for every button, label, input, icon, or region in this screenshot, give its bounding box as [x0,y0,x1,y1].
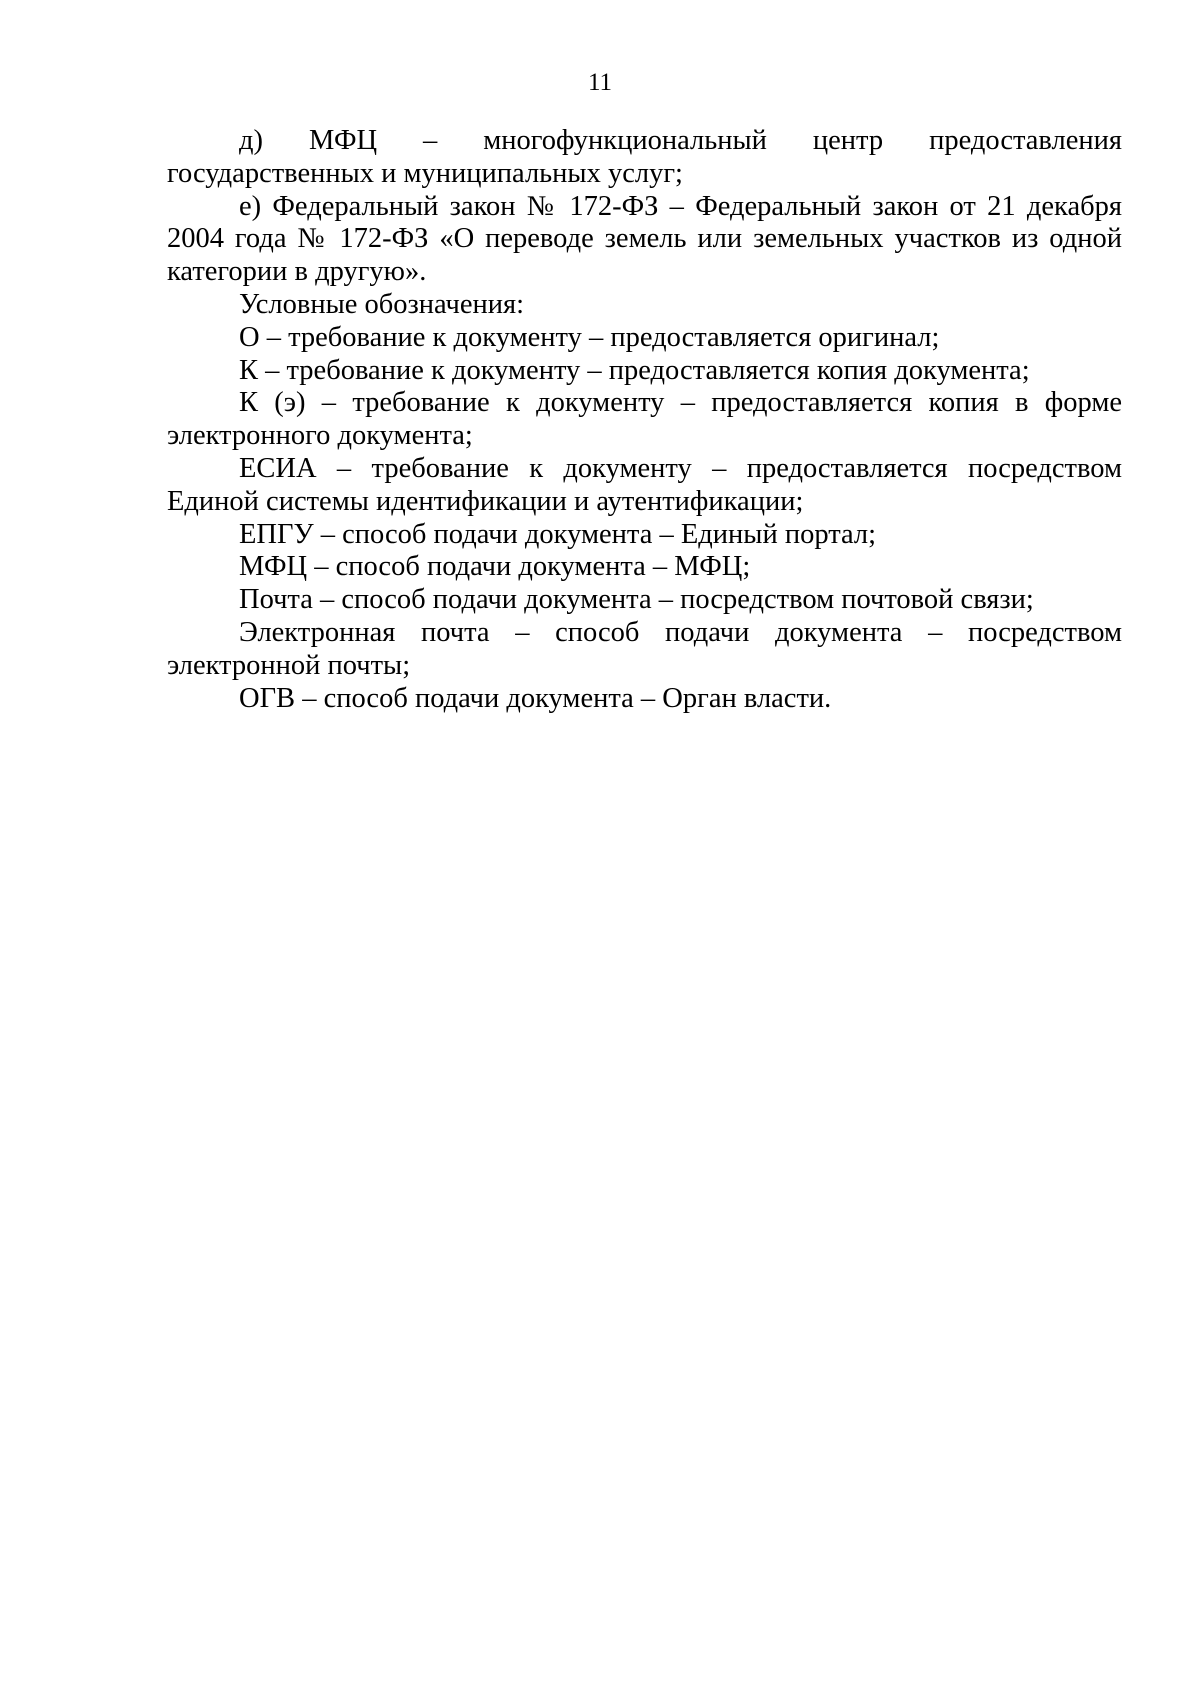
document-body [167,125,1122,715]
definition-mfc: д) МФЦ – многофункциональный центр предоставления государственных и муниципальных услуг; [167,125,1122,189]
legend-item-post: Почта – способ подачи документа – посредством почтовой связи; [239,584,1034,616]
legend-item-email: Электронная почта – способ подачи документа – посредством электронной почты; [167,616,1122,681]
definition-federal-law: е) Федеральный закон № 172-ФЗ – Федеральный закон от 21 декабря 2004 года № 172-ФЗ «О переводе земель или земельных участков из одной категории в другую». [167,190,1122,288]
legend-item-mfc: МФЦ – способ подачи документа – МФЦ; [239,551,751,583]
legend-item-electronic-copy: К (э) – требование к документу – предоставляется копия в форме электронного документа; [167,387,1122,452]
legend-item-copy: К – требование к документу – предоставляется копия документа; [239,354,1030,386]
legend-item-esia: ЕСИА – требование к документу – предоставляется посредством Единой системы идентификации и аутентификации; [167,452,1122,517]
legend-item-ogv: ОГВ – способ подачи документа – Орган власти. [239,682,832,714]
page-number: 11 [587,69,613,96]
legend-item-original: О – требование к документу – предоставляется оригинал; [239,321,940,353]
legend-item-epgu: ЕПГУ – способ подачи документа – Единый портал; [239,518,877,550]
legend-heading: Условные обозначения: [239,288,525,320]
